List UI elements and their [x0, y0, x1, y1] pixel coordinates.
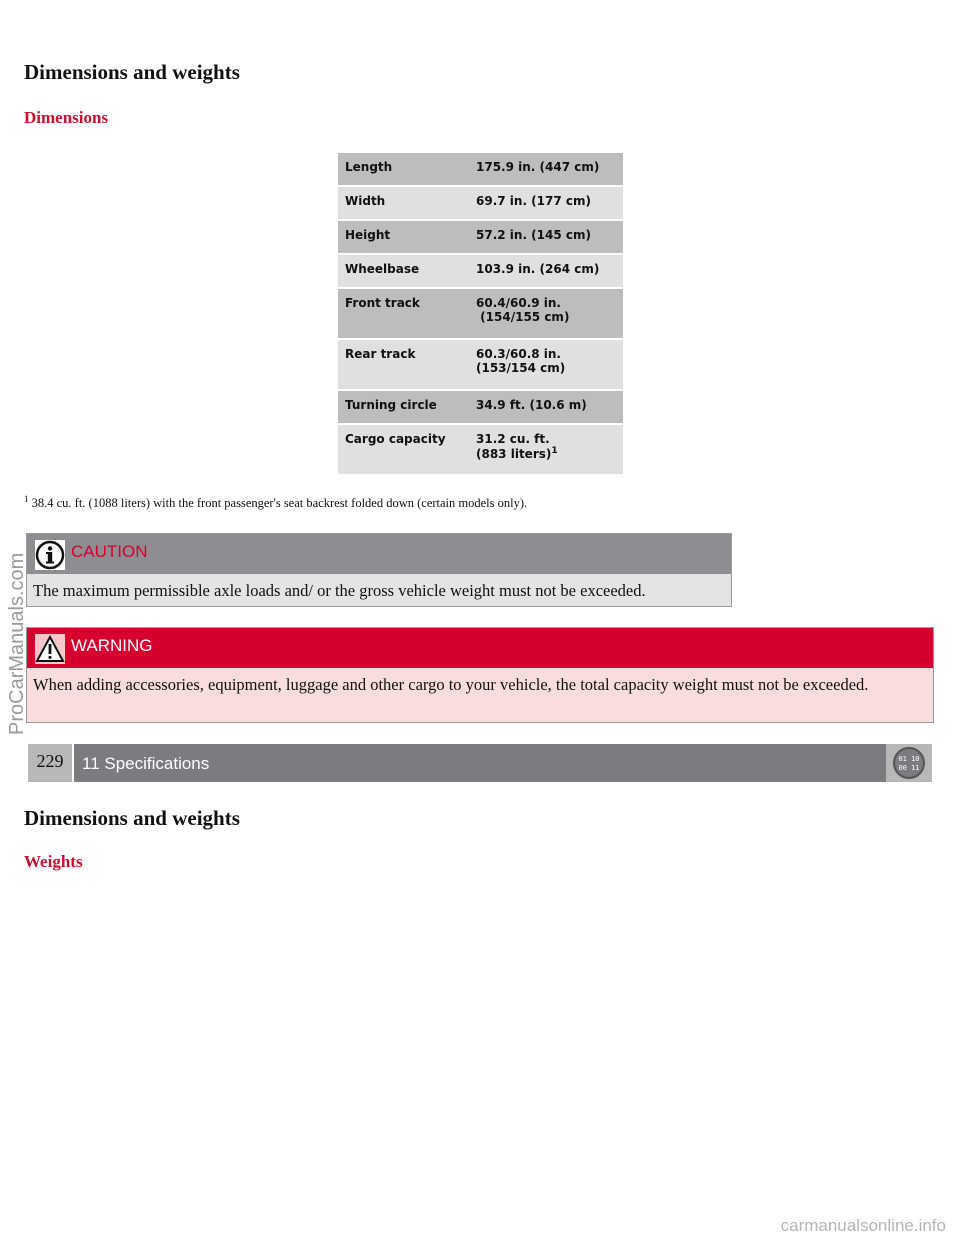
- row-value: [469, 424, 623, 475]
- caution-box: [26, 533, 732, 607]
- footnote-ref: 1: [551, 446, 558, 456]
- value-line-2: (154/155 cm): [476, 310, 570, 324]
- page-title: Dimensions and weights: [24, 60, 240, 84]
- binary-logo: [886, 744, 932, 782]
- row-value: [469, 288, 623, 339]
- row-label: Length: [338, 153, 469, 186]
- row-value: 34.9 ft. (10.6 m): [469, 390, 623, 424]
- chapter-footer-bar: [28, 744, 932, 782]
- row-value: 69.7 in. (177 cm): [469, 186, 623, 220]
- page-title-repeat: Dimensions and weights: [24, 806, 240, 830]
- row-label: Front track: [338, 288, 469, 339]
- table-row: [338, 288, 623, 339]
- chapter-title: 11 Specifications: [74, 744, 886, 782]
- caution-title: CAUTION: [71, 542, 148, 561]
- value-line-2: [476, 446, 617, 461]
- table-row: [338, 153, 623, 186]
- table-row: [338, 339, 623, 390]
- warning-header: [27, 628, 933, 668]
- section-heading-weights: Weights: [24, 852, 83, 871]
- row-label: Height: [338, 220, 469, 254]
- site-watermark: carmanualsonline.info: [780, 1216, 946, 1235]
- table-row: [338, 220, 623, 254]
- warning-triangle-icon: [35, 634, 65, 664]
- table-row: [338, 254, 623, 288]
- caution-header: [27, 534, 731, 574]
- row-value: 57.2 in. (145 cm): [469, 220, 623, 254]
- page-number: 229: [28, 744, 72, 782]
- binary-circle-icon: [886, 744, 932, 782]
- value-line-1: 60.3/60.8 in.: [476, 347, 561, 361]
- value-line-1: 31.2 cu. ft.: [476, 432, 550, 446]
- table-row: [338, 390, 623, 424]
- footnote-marker: 1: [24, 494, 29, 504]
- warning-text: When adding accessories, equipment, luggage and other cargo to your vehicle, the total capacity weight must not be exceeded.: [33, 675, 869, 694]
- row-value: [469, 339, 623, 390]
- row-label: Cargo capacity: [338, 424, 469, 475]
- value-line-1: 60.4/60.9 in.: [476, 296, 561, 310]
- table-row: [338, 186, 623, 220]
- caution-text: The maximum permissible axle loads and/ or the gross vehicle weight must not be exceeded.: [33, 581, 646, 600]
- row-label: Wheelbase: [338, 254, 469, 288]
- warning-box: [26, 627, 934, 723]
- dimensions-table: [338, 153, 623, 476]
- row-value: 175.9 in. (447 cm): [469, 153, 623, 186]
- section-heading-dimensions: Dimensions: [24, 108, 109, 127]
- value-line-2: (153/154 cm): [476, 361, 566, 375]
- value-text: (883 liters): [476, 447, 552, 461]
- row-label: Width: [338, 186, 469, 220]
- table-row: [338, 424, 623, 475]
- footnote: [24, 494, 527, 511]
- svg-text:00 11: 00 11: [898, 764, 920, 772]
- warning-title: WARNING: [71, 636, 153, 655]
- row-value: 103.9 in. (264 cm): [469, 254, 623, 288]
- row-label: Turning circle: [338, 390, 469, 424]
- footnote-text: 38.4 cu. ft. (1088 liters) with the front passenger's seat backrest folded down (certain models only).: [31, 496, 528, 511]
- side-watermark: ProCarManuals.com: [6, 552, 28, 735]
- svg-text:01 10: 01 10: [898, 755, 920, 763]
- row-label: Rear track: [338, 339, 469, 390]
- info-icon: [35, 540, 65, 570]
